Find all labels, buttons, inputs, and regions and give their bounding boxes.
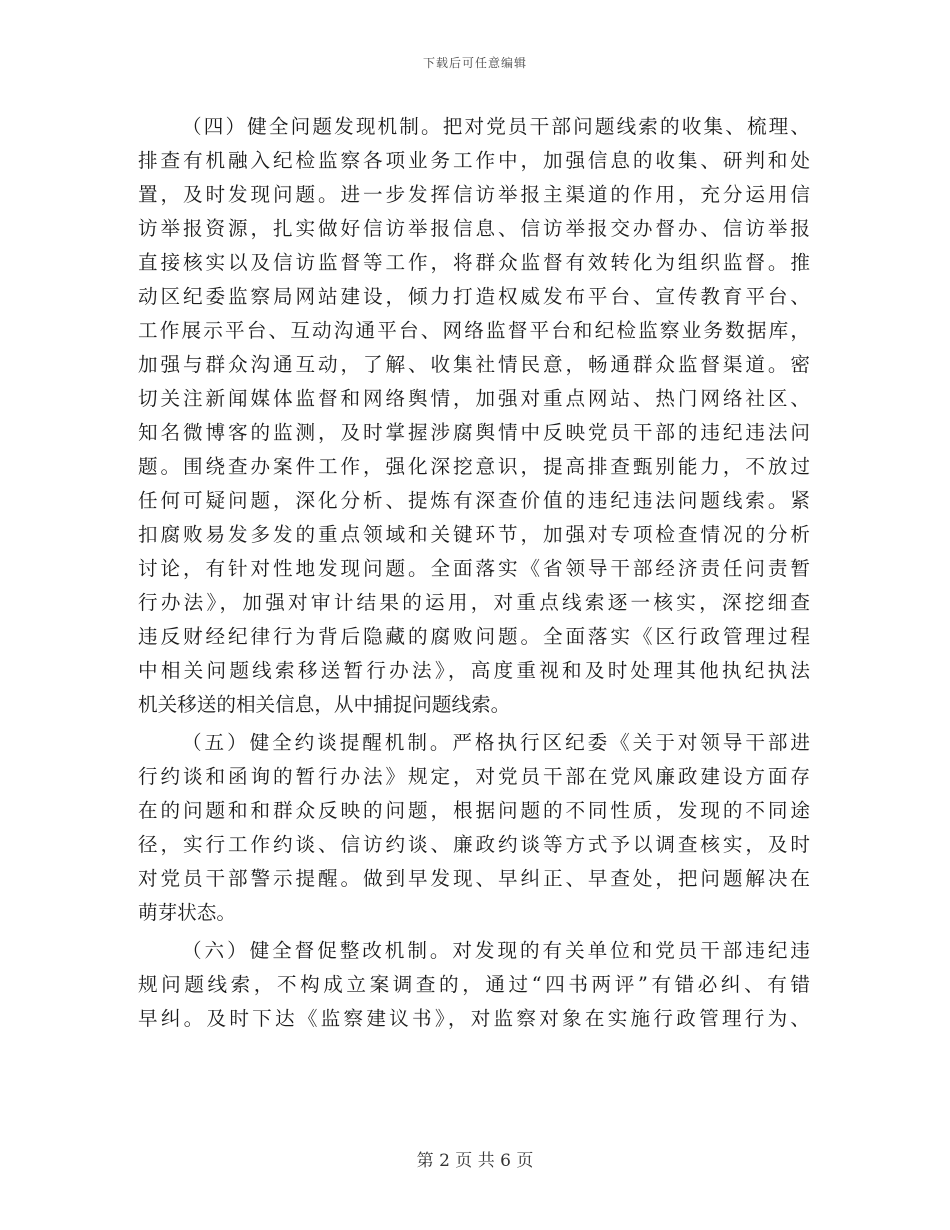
text-line: 题。围绕查办案件工作，强化深挖意识，提高排查甄别能力，不放过 <box>138 455 810 478</box>
text-line: 中相关问题线索移送暂行办法》，高度重视和及时处理其他执纪执法 <box>138 659 810 682</box>
text-line: 加强与群众沟通互动，了解、收集社情民意，畅通群众监督渠道。密 <box>138 353 810 376</box>
paragraph-4-problem-discovery <box>138 110 810 722</box>
text-line: 工作展示平台、互动沟通平台、网络监督平台和纪检监察业务数据库， <box>138 319 810 342</box>
text-line: 径，实行工作约谈、信访约谈、廉政约谈等方式予以调查核实，及时 <box>138 833 810 856</box>
text-line: 排查有机融入纪检监察各项业务工作中，加强信息的收集、研判和处 <box>138 149 810 172</box>
text-line: 萌芽状态。 <box>138 901 236 924</box>
text-line: （四）健全问题发现机制。把对党员干部问题线索的收集、梳理、 <box>182 115 810 138</box>
text-line: 早纠。及时下达《监察建议书》，对监察对象在实施行政管理行为、 <box>138 1007 810 1030</box>
text-line: 扣腐败易发多发的重点领域和关键环节，加强对专项检查情况的分析 <box>138 523 810 546</box>
page-header-note: 下载后可任意编辑 <box>422 56 527 70</box>
text-line: （六）健全督促整改机制。对发现的有关单位和党员干部违纪违 <box>182 939 810 962</box>
text-line: 知名微博客的监测，及时掌握涉腐舆情中反映党员干部的违纪违法问 <box>138 421 810 444</box>
text-line: 直接核实以及信访监督等工作，将群众监督有效转化为组织监督。推 <box>138 251 810 274</box>
text-line: 动区纪委监察局网站建设，倾力打造权威发布平台、宣传教育平台、 <box>138 285 810 308</box>
text-line: （五）健全约谈提醒机制。严格执行区纪委《关于对领导干部进 <box>182 731 810 754</box>
text-line: 对党员干部警示提醒。做到早发现、早纠正、早查处，把问题解决在 <box>138 867 810 890</box>
text-line: 违反财经纪律行为背后隐藏的腐败问题。全面落实《区行政管理过程 <box>138 625 810 648</box>
text-line: 任何可疑问题，深化分析、提炼有深查价值的违纪违法问题线索。紧 <box>138 489 810 512</box>
page-number: 第 2 页 共 6 页 <box>416 1151 534 1171</box>
text-line: 机关移送的相关信息，从中捕捉问题线索。 <box>138 693 511 716</box>
text-line: 置，及时发现问题。进一步发挥信访举报主渠道的作用，充分运用信 <box>138 183 810 206</box>
text-line: 切关注新闻媒体监督和网络舆情，加强对重点网站、热门网络社区、 <box>138 387 810 410</box>
text-line: 讨论，有针对性地发现问题。全面落实《省领导干部经济责任问责暂 <box>138 557 810 580</box>
text-line: 行办法》，加强对审计结果的运用，对重点线索逐一核实，深挖细查 <box>138 591 810 614</box>
paragraph-5-interview-reminder <box>138 726 810 930</box>
paragraph-6-rectification <box>138 934 810 1036</box>
text-line: 规问题线索，不构成立案调查的，通过“四书两评”有错必纠、有错 <box>138 973 810 996</box>
text-line: 行约谈和函询的暂行办法》规定，对党员干部在党风廉政建设方面存 <box>138 765 810 788</box>
text-line: 在的问题和和群众反映的问题，根据问题的不同性质，发现的不同途 <box>138 799 810 822</box>
text-line: 访举报资源，扎实做好信访举报信息、信访举报交办督办、信访举报 <box>138 217 810 240</box>
document-body <box>138 110 810 1036</box>
